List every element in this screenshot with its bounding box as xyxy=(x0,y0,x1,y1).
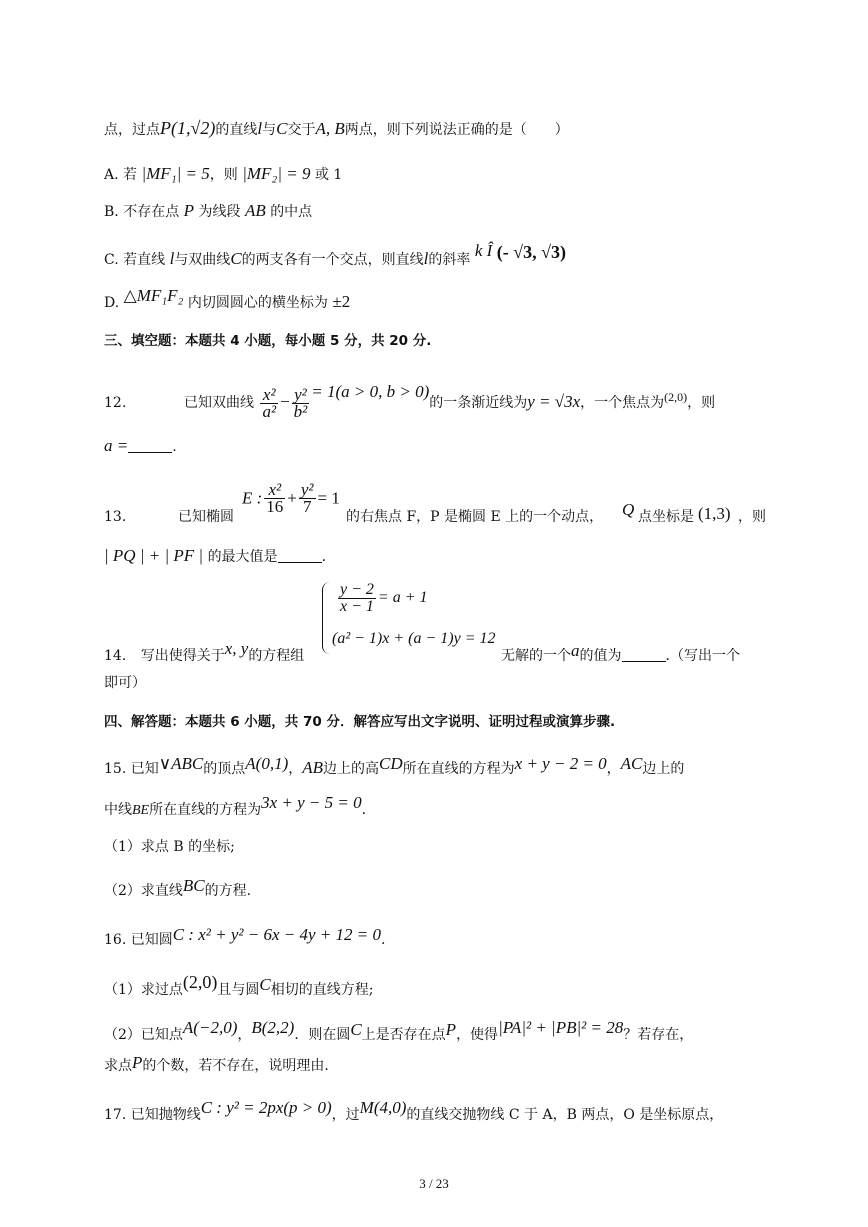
q16-eq: |PA|² + |PB|² = 28 xyxy=(498,1018,624,1037)
q16-text: 求点 xyxy=(104,1058,132,1074)
option-c-c: C xyxy=(230,249,242,268)
option-b-label: B. 不存在点 xyxy=(104,204,180,220)
q14-text: 无解的一个 xyxy=(501,648,571,664)
q12 xyxy=(104,382,778,422)
q15-bc: BC xyxy=(182,876,205,895)
q14-a: a xyxy=(571,641,580,660)
q16-text: ．则在圆 xyxy=(294,1027,351,1043)
q13-y2: y² xyxy=(300,480,314,499)
q12-a2: a² xyxy=(262,401,277,421)
q16-line1 xyxy=(104,925,778,950)
q16-text: 相切的直线方程; xyxy=(270,982,374,998)
q14-frac xyxy=(338,582,376,615)
q13-coord: (1,3) xyxy=(698,504,731,523)
q12-b2: b² xyxy=(293,401,308,421)
q11-stem-text: 与 xyxy=(262,122,277,138)
q15-line1 xyxy=(104,754,778,779)
q16-text: . xyxy=(380,932,386,948)
q14-tail xyxy=(501,641,740,666)
option-c-text: 的斜率 xyxy=(428,252,471,268)
q12-text: 已知双曲线 xyxy=(184,395,254,411)
q14-rhs: = a + 1 xyxy=(377,589,428,607)
q15-text: 的顶点 xyxy=(203,761,246,777)
q15-eq1: x + y − 2 = 0 xyxy=(514,754,607,773)
q12-text: 的一条渐近线为 xyxy=(429,395,528,411)
q14 xyxy=(104,639,778,666)
q16-c: C xyxy=(350,1020,362,1039)
q15-eq2: 3x + y − 5 = 0 xyxy=(261,793,362,812)
q14-tail-text: 即可） xyxy=(104,675,146,691)
q12-minus: − xyxy=(280,392,290,411)
q13-frac-y xyxy=(299,482,316,515)
q14-text: 的方程组 xyxy=(248,648,305,664)
q13-number: 13. xyxy=(104,509,127,525)
q14-row1 xyxy=(336,582,428,615)
q13-blank xyxy=(278,548,322,563)
q16-circle-eq: C : x² + y² − 6x − 4y + 12 = 0 xyxy=(172,925,381,944)
q11-option-c xyxy=(104,241,778,270)
q14-numerator: y − 2 xyxy=(340,581,374,598)
q12-x2: x² xyxy=(260,387,278,404)
q14-xy: x, y xyxy=(224,639,249,658)
q12-answer-var: a = xyxy=(104,436,129,455)
q15-text: ， xyxy=(606,761,621,777)
q11-stem-text: 的直线 xyxy=(215,122,258,138)
option-c-l2: l xyxy=(423,249,429,268)
q12-condition: = 1(a > 0, b > 0) xyxy=(311,382,430,401)
q11-option-d xyxy=(104,286,778,313)
q16-point-a: A(−2,0) xyxy=(182,1018,238,1037)
q16-text: （2）已知点 xyxy=(104,1027,183,1043)
q15-text: 边上的高 xyxy=(323,761,380,777)
q15-text: 边上的 xyxy=(642,761,685,777)
q16-text: ， xyxy=(237,1027,252,1043)
brace-icon xyxy=(322,582,331,654)
q17-point-m: M(4,0) xyxy=(359,1098,407,1117)
q16-p: P xyxy=(445,1020,457,1039)
q17-text: ，过 xyxy=(331,1107,360,1123)
q15-ab: AB xyxy=(302,758,324,777)
q16-point-b: B(2,2) xyxy=(251,1018,295,1037)
q13-text: 点坐标是 xyxy=(638,509,694,525)
q15-part2 xyxy=(104,876,778,901)
option-a-label: A. 若 xyxy=(104,167,138,183)
q16-text: 16. 已知圆 xyxy=(104,932,173,948)
q16-text: ，使得 xyxy=(456,1027,499,1043)
option-d-value: ±2 xyxy=(332,292,351,311)
q11-option-b xyxy=(104,201,778,222)
option-b-text: 的中点 xyxy=(270,204,313,220)
q13-expression: | PQ | + | PF | xyxy=(104,546,204,565)
q14-row2: (a² − 1)x + (a − 1)y = 12 xyxy=(332,630,496,647)
q15-text: 的方程. xyxy=(204,883,252,899)
q13-plus: + xyxy=(287,488,297,508)
q14-text: 的值为 xyxy=(579,648,622,664)
q11-option-a xyxy=(104,164,778,185)
option-a-math2: |MF₂| = 9 xyxy=(242,164,311,183)
q11-stem-text: 两点，则下列说法正确的是（ ） xyxy=(344,122,569,138)
option-a-text: ，则 xyxy=(209,167,238,183)
q15-point-a: A(0,1) xyxy=(245,754,289,773)
option-d-triangle: △MF₁F₂ xyxy=(123,286,184,305)
section-3-heading: 三、填空题：本题共 4 小题，每小题 5 分，共 20 分. xyxy=(104,333,432,349)
q13-text: 的最大值是 xyxy=(207,549,278,565)
q12-answer: a = . xyxy=(104,436,177,455)
q11-stem-text: 交于 xyxy=(287,122,316,138)
option-c-text: 与双曲线 xyxy=(174,252,231,268)
q15-text: 中线 xyxy=(104,802,132,818)
q15-text: 所在直线的方程为 xyxy=(402,761,515,777)
q16-text: 上是否存在点 xyxy=(361,1027,446,1043)
option-c-range: (- √3, √3) xyxy=(496,242,567,262)
q13-ellipse xyxy=(242,482,340,515)
q14-denominator: x − 1 xyxy=(340,598,374,615)
q12-frac-y xyxy=(292,384,310,421)
q14-number: 14. xyxy=(104,648,127,664)
q11-point-p: P(1,√2) xyxy=(160,118,216,138)
q13-text: 已知椭圆 xyxy=(178,509,234,525)
q15-text: （2）求直线 xyxy=(104,883,183,899)
q13-eq: = 1 xyxy=(317,488,340,508)
q15-triangle: ∨ABC xyxy=(158,754,204,773)
q13-text: ，则 xyxy=(738,509,766,525)
q15-text: 所在直线的方程为 xyxy=(149,802,262,818)
q13-e: E : xyxy=(242,488,263,508)
q17-text: 17. 已知抛物线 xyxy=(104,1107,201,1123)
q13-frac-x xyxy=(264,482,285,515)
q11-curve-c: C xyxy=(276,119,288,138)
q15-cd: CD xyxy=(379,754,403,773)
page-number: 3 / 23 xyxy=(419,1176,449,1191)
q13-x2: x² xyxy=(264,482,285,499)
q12-text: ，一个焦点为 xyxy=(580,395,665,411)
q17-parabola: C : y² = 2px(p > 0) xyxy=(200,1098,332,1117)
q15-ac: AC xyxy=(620,754,643,773)
q16-text: 的个数，若不存在，说明理由. xyxy=(142,1058,329,1074)
q16-text: ？若存在， xyxy=(623,1027,694,1043)
q15-text: ， xyxy=(288,761,303,777)
q16-part1 xyxy=(104,972,778,1000)
q12-number: 12. xyxy=(104,395,127,411)
q12-focus: (2,0) xyxy=(664,390,688,404)
q12-blank xyxy=(128,438,172,453)
q17-text: 的直线交抛物线 C 于 A，B 两点，O 是坐标原点， xyxy=(406,1107,724,1123)
q13 xyxy=(104,476,778,526)
q16-p: P xyxy=(132,1053,143,1072)
q13-16: 16 xyxy=(266,497,284,516)
q11-stem xyxy=(104,118,778,140)
q11-points-ab: A, B xyxy=(315,119,345,138)
q14-text: 写出使得关于 xyxy=(140,648,225,664)
q14-text: .（写出一个 xyxy=(665,648,740,664)
q12-y2: y² xyxy=(292,387,310,404)
option-d-label: D. xyxy=(104,295,120,311)
q12-asymptote: y = √3x xyxy=(527,392,581,411)
q15-be: BE xyxy=(132,803,150,818)
q16-part2-line2 xyxy=(104,1055,778,1076)
q13-7: 7 xyxy=(302,497,312,516)
q13-q: Q xyxy=(622,500,635,519)
q15-part1: （1）求点 B 的坐标; xyxy=(104,839,235,855)
option-b-ab: AB xyxy=(244,201,266,220)
q14-blank xyxy=(622,647,666,662)
q15-text: 15. 已知 xyxy=(104,761,159,777)
section-4-heading: 四、解答题：本题共 6 小题，共 70 分．解答应写出文字说明、证明过程或演算步骤. xyxy=(104,714,616,730)
option-a-math1: |MF₁| = 5 xyxy=(141,164,210,183)
q12-text: ，则 xyxy=(687,395,716,411)
q12-frac-x xyxy=(260,384,278,421)
option-b-p: P xyxy=(183,201,195,220)
q16-text: 且与圆 xyxy=(217,982,260,998)
q16-point: (2,0) xyxy=(182,972,218,992)
option-a-text: 或 1 xyxy=(314,167,343,183)
q15-line2 xyxy=(104,793,778,821)
q11-line-l: l xyxy=(257,119,263,138)
q16-part2 xyxy=(104,1018,778,1045)
q15-text: . xyxy=(361,802,367,818)
q13-line2: | PQ | + | PF | 的最大值是 . xyxy=(104,546,327,565)
q16-c: C xyxy=(259,975,271,994)
option-d-text: 内切圆圆心的横坐标为 xyxy=(187,295,328,311)
q16-text: （1）求过点 xyxy=(104,982,183,998)
q13-text: 的右焦点 F，P 是椭圆 E 上的一个动点， xyxy=(346,509,604,525)
option-c-label: C. 若直线 xyxy=(104,252,166,268)
option-c-text: 的两支各有一个交点，则直线 xyxy=(241,252,424,268)
option-c-k: k Î xyxy=(474,241,493,260)
q11-stem-text: 点，过点 xyxy=(104,122,160,138)
q17-line1 xyxy=(104,1098,778,1125)
option-b-text: 为线段 xyxy=(198,204,241,220)
option-c-l: l xyxy=(169,249,175,268)
